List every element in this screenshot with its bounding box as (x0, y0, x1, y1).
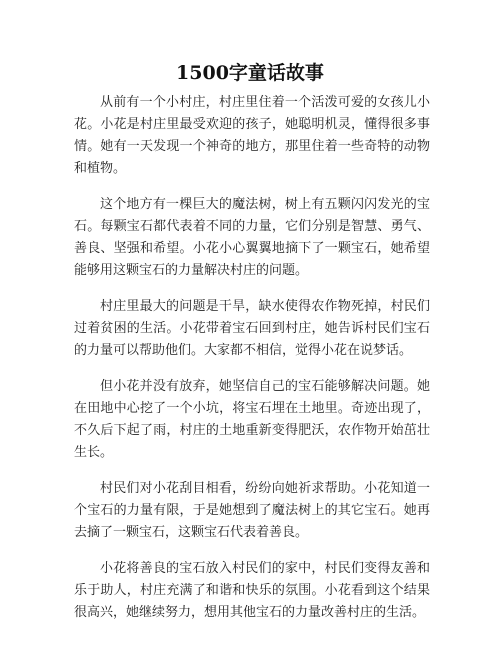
paragraph: 村民们对小花刮目相看，纷纷向她祈求帮助。小花知道一个宝石的力量有限，于是她想到了魔法树上的其它宝石。她再去摘了一颗宝石，这颗宝石代表着善良。 (74, 481, 430, 540)
paragraph: 从前有一个小村庄，村庄里住着一个活泼可爱的女孩儿小花。小花是村庄里最受欢迎的孩子，她聪明机灵，懂得很多事情。她有一天发现一个神奇的地方，那里住着一些奇特的动物和植物。 (74, 95, 430, 176)
document-title: 1500字童话故事 (176, 62, 324, 84)
story-body (74, 92, 430, 638)
paragraph: 但小花并没有放弃，她坚信自己的宝石能够解决问题。她在田地中心挖了一个小坑，将宝石埋在土地里。奇迹出现了，不久后下起了雨，村庄的土地重新变得肥沃，农作物开始茁壮生长。 (74, 379, 430, 460)
paragraph: 村庄里最大的问题是干旱，缺水使得农作物死掉，村民们过着贫困的生活。小花带着宝石回到村庄，她告诉村民们宝石的力量可以帮助他们。大家都不相信，觉得小花在说梦话。 (74, 299, 430, 358)
paragraph: 这个地方有一棵巨大的魔法树，树上有五颗闪闪发光的宝石。每颗宝石都代表着不同的力量，它们分别是智慧、勇气、善良、坚强和希望。小花小心翼翼地摘下了一颗宝石，她希望能够用这颗宝石的力量解决村庄的问题。 (74, 197, 430, 278)
paragraph: 小花将善良的宝石放入村民们的家中，村民们变得友善和乐于助人，村庄充满了和谐和快乐的氛围。小花看到这个结果很高兴，她继续努力，想用其他宝石的力量改善村庄的生活。 (74, 561, 430, 620)
